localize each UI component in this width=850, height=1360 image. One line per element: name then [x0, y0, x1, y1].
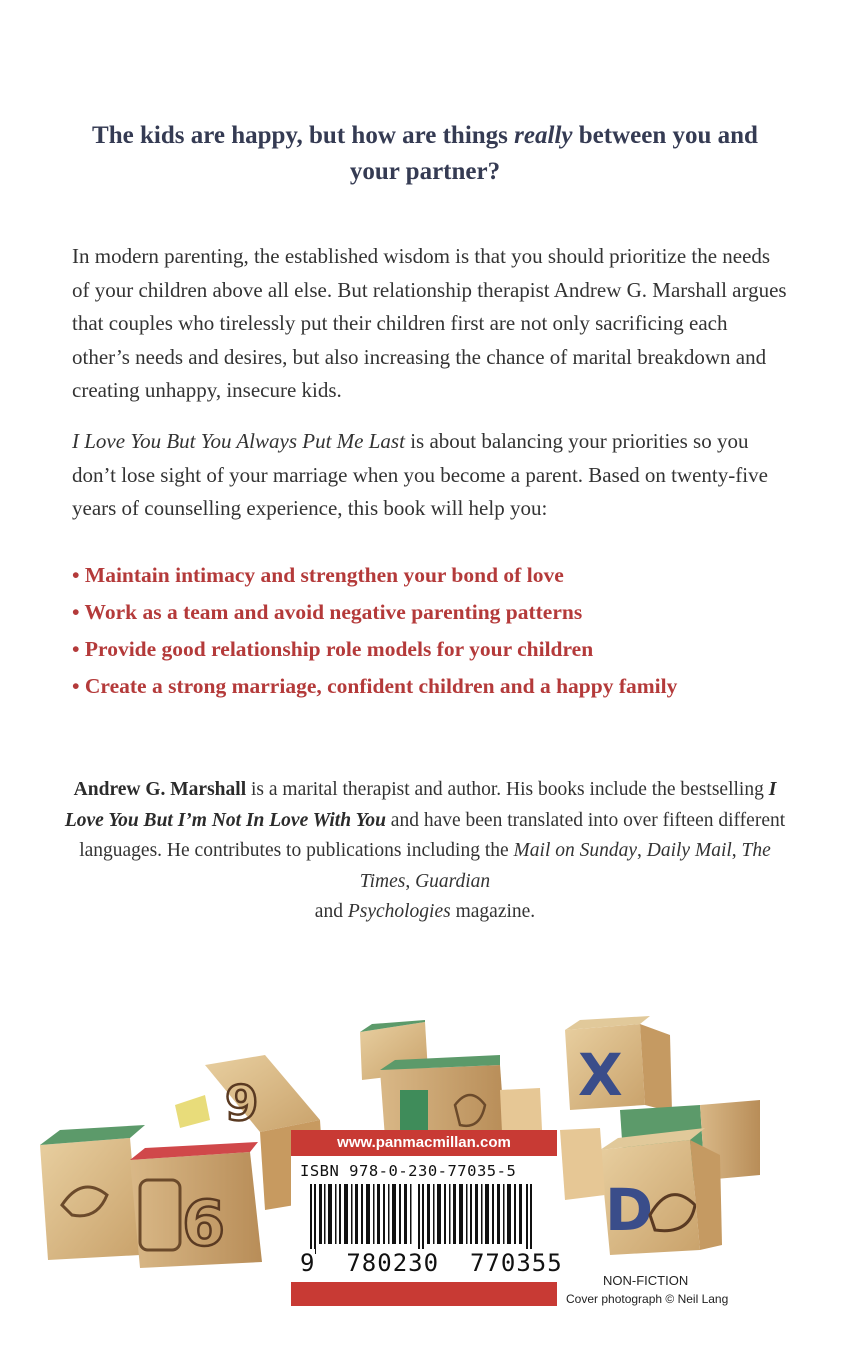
publication: Psychologies — [347, 901, 451, 922]
block-bird — [40, 1138, 140, 1260]
block-number-9: 9 — [225, 1076, 259, 1132]
separator: , — [637, 840, 647, 861]
bio-text: and have been translated into over fifteen different languages. He contributes to publications including the — [79, 809, 786, 861]
publication: Mail on Sunday — [513, 840, 638, 861]
list-item: • Create a strong marriage, confident children and a happy family — [72, 668, 792, 705]
list-item: • Maintain intimacy and strengthen your bond of love — [72, 557, 792, 594]
previous-book-title: I Love You But I’m Not In Love With You — [64, 779, 777, 831]
isbn-lead-digit: 9 — [300, 1249, 316, 1277]
summary-text: is about balancing your priorities so you don’t lose sight of your marriage when you become a parent. Based on twenty-five years of counselling experience, this book will help you: — [72, 429, 768, 520]
isbn-group-1: 780230 — [346, 1249, 440, 1277]
bio-text: magazine. — [450, 901, 536, 922]
block-letter-x: X — [578, 1041, 623, 1109]
block-yellow — [175, 1095, 210, 1128]
block-small — [500, 1088, 542, 1132]
author-name: Andrew G. Marshall — [73, 779, 247, 800]
block-number-6: 6 — [182, 1187, 226, 1260]
publication: Guardian — [415, 870, 491, 892]
block-letter-d: D — [605, 1176, 654, 1244]
category-label: NON-FICTION — [603, 1273, 689, 1288]
publication: The Times — [359, 840, 771, 892]
headline-text-end: between you and your partner? — [349, 122, 758, 185]
summary-paragraph — [72, 425, 787, 526]
intro-paragraph: In modern parenting, the established wisdom is that you should prioritize the needs of your children above all else. But relationship therapist Andrew G. Marshall argues that couples who tirelessly put their children first are not only sacrificing each other’s needs and desires, but also increasing the chance of marital breakdown and creating unhappy, insecure kids. — [72, 244, 787, 402]
list-item: • Work as a team and avoid negative parenting patterns — [72, 594, 792, 631]
block-tilted — [205, 1055, 320, 1132]
block-center — [380, 1065, 505, 1138]
block-letter-j — [400, 1090, 428, 1135]
author-bio — [60, 775, 790, 928]
separator: , — [405, 870, 416, 892]
publication: Daily Mail — [646, 840, 732, 861]
publisher-url: www.panmacmillan.com — [291, 1130, 557, 1156]
separator: , — [731, 840, 742, 861]
headline-emphasis: really — [514, 122, 573, 149]
block-mid-right — [560, 1128, 605, 1200]
back-cover-headline — [70, 118, 780, 190]
photo-credit: Cover photograph © Neil Lang — [566, 1292, 729, 1306]
list-item: • Provide good relationship role models for your children — [72, 631, 792, 668]
barcode-bottom-strip — [291, 1282, 557, 1306]
block-x-side — [640, 1024, 672, 1112]
headline-text: The kids are happy, but how are things — [92, 122, 515, 149]
book-title: I Love You But You Always Put Me Last — [72, 429, 405, 453]
isbn-label: ISBN 978-0-230-77035-5 — [300, 1162, 517, 1180]
isbn-group-2: 770355 — [469, 1249, 563, 1277]
bio-text: is a marital therapist and author. His books include the bestselling — [246, 779, 769, 800]
isbn-barcode — [296, 1184, 554, 1254]
bio-text: and — [314, 901, 348, 922]
benefits-list — [72, 557, 792, 705]
isbn-digits — [300, 1249, 563, 1277]
